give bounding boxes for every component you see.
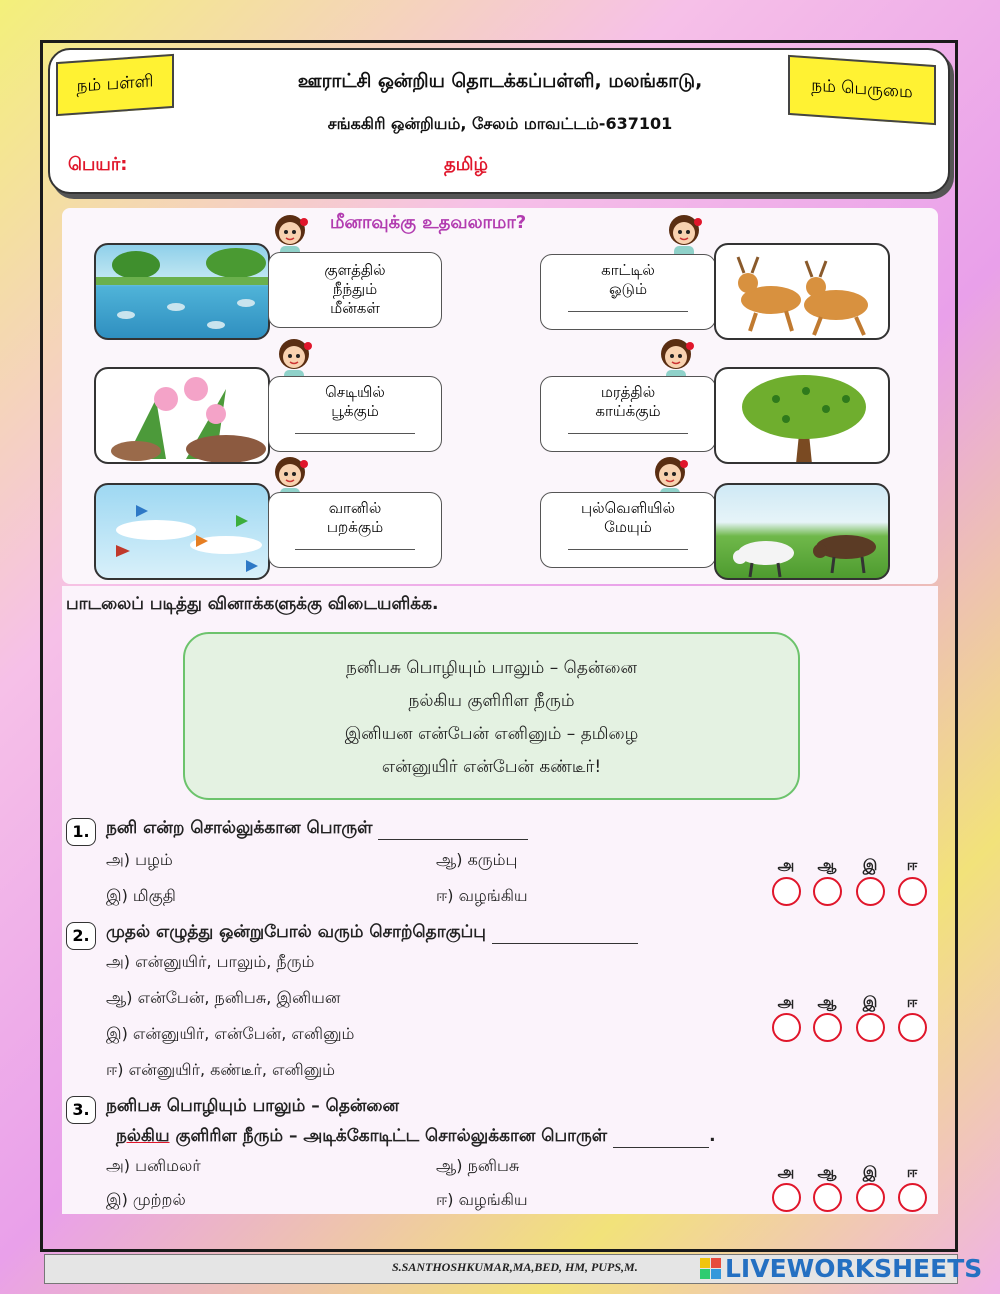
ribbon-our-pride: நம் பெருமை <box>788 55 936 125</box>
ribbon-our-school: நம் பள்ளி <box>56 54 174 116</box>
phrase-line: மேயும் <box>604 518 652 536</box>
girl-icon <box>660 208 708 260</box>
option: ஈ) வழங்கிய <box>436 1190 528 1209</box>
choice-header: ஈ <box>906 993 918 1011</box>
question-number: 3. <box>66 1096 96 1124</box>
choice-circle-aa[interactable] <box>813 1183 842 1212</box>
phrase-line: பூக்கும் <box>331 402 379 420</box>
phrase-line: காய்க்கும் <box>595 402 661 420</box>
option: ஆ) என்பேன், நனிபசு, இனியன <box>106 988 341 1007</box>
poem-line: என்னுயிர் என்பேன் கண்டீர்! <box>381 757 602 777</box>
instruction: பாடலைப் படித்து வினாக்களுக்கு விடையளிக்க. <box>66 594 439 614</box>
option: ஈ) வழங்கிய <box>436 886 528 905</box>
choice-circle-ii[interactable] <box>898 877 927 906</box>
birds-image <box>94 483 270 580</box>
choice-circle-aa[interactable] <box>813 877 842 906</box>
fruit-tree-image <box>714 367 890 464</box>
option: இ) முற்றல் <box>106 1190 186 1209</box>
liveworksheets-logo <box>700 1254 982 1283</box>
choice-header: அ <box>777 993 795 1011</box>
answer-line <box>568 305 688 312</box>
choice-header: ஈ <box>906 856 918 874</box>
answer-line <box>568 543 688 550</box>
option: ஆ) நனிபசு <box>436 1156 520 1175</box>
answer-line <box>568 427 688 434</box>
question-text-line2: நல்கிய குளிரிள நீரும் – அடிக்கோடிட்ட சொல்லுக்கான பொருள் . <box>116 1126 716 1146</box>
phrase-line: காட்டில் <box>601 261 655 279</box>
choice-circle-a[interactable] <box>772 1183 801 1212</box>
deer-image <box>714 243 890 340</box>
choice-circle-aa[interactable] <box>813 1013 842 1042</box>
choice-header: ஈ <box>906 1163 918 1181</box>
question-text: நனிபசு பொழியும் பாலும் – தென்னை <box>106 1096 400 1116</box>
choice-header: இ <box>862 1163 878 1181</box>
liveworksheets-icon <box>700 1258 721 1279</box>
choice-circle-a[interactable] <box>772 877 801 906</box>
answer-box-sky[interactable] <box>268 492 442 568</box>
answer-line <box>295 543 415 550</box>
answer-blank <box>492 943 638 944</box>
choice-circle-ii[interactable] <box>898 1013 927 1042</box>
poem-box <box>183 632 800 800</box>
question-text: முதல் எழுத்து ஒன்றுபோல் வரும் சொற்தொகுப்பு <box>106 922 638 944</box>
choice-header: ஆ <box>817 856 837 874</box>
school-name: ஊராட்சி ஒன்றிய தொடக்கப்பள்ளி, மலங்காடு, <box>297 70 703 92</box>
option: ஈ) என்னுயிர், கண்டீர், எனினும் <box>106 1060 336 1079</box>
flower-plant-image <box>94 367 270 464</box>
brand-name: LIVEWORKSHEETS <box>725 1254 983 1283</box>
question-number: 1. <box>66 818 96 846</box>
answer-blank <box>613 1147 709 1148</box>
question-text: நனி என்ற சொல்லுக்கான பொருள் <box>106 818 528 840</box>
question-number: 2. <box>66 922 96 950</box>
choice-header: இ <box>862 856 878 874</box>
option: அ) என்னுயிர், பாலும், நீரும் <box>106 952 315 971</box>
fish-pond-image <box>94 243 270 340</box>
poem-line: இனியன என்பேன் எனினும் – தமிழை <box>344 724 639 744</box>
phrase-line: நீந்தும் <box>332 280 378 298</box>
answer-blank <box>378 839 528 840</box>
answer-box-meadow[interactable] <box>540 492 716 568</box>
phrase-line: மீன்கள் <box>330 299 380 317</box>
choice-circle-i[interactable] <box>856 877 885 906</box>
choice-header: ஆ <box>817 993 837 1011</box>
option: இ) மிகுதி <box>106 886 176 905</box>
option: அ) பழம் <box>106 850 173 869</box>
choice-circle-i[interactable] <box>856 1013 885 1042</box>
phrase-line: வானில் <box>328 499 382 517</box>
choice-header: ஆ <box>817 1163 837 1181</box>
choice-circle-a[interactable] <box>772 1013 801 1042</box>
choice-header: அ <box>777 856 795 874</box>
author-credit: S.SANTHOSHKUMAR,MA,BED, HM, PUPS,M. <box>392 1260 638 1274</box>
subject-label: தமிழ் <box>444 154 488 175</box>
school-address: சங்ககிரி ஒன்றியம், சேலம் மாவட்டம்-637101 <box>327 114 673 133</box>
answer-box-plant[interactable] <box>268 376 442 452</box>
phrase-line: ஓடும் <box>608 280 648 298</box>
choice-circle-i[interactable] <box>856 1183 885 1212</box>
answer-box-forest[interactable] <box>540 254 716 330</box>
phrase-line: செடியில் <box>325 383 385 401</box>
choice-header: அ <box>777 1163 795 1181</box>
answer-line <box>295 427 415 434</box>
answer-box-tree[interactable] <box>540 376 716 452</box>
poem-line: நல்கிய குளிரிள நீரும் <box>408 691 575 711</box>
phrase-line: மரத்தில் <box>600 383 656 401</box>
option: அ) பனிமலர் <box>106 1156 201 1175</box>
choice-circle-ii[interactable] <box>898 1183 927 1212</box>
underlined-word: நல்கிய <box>116 1126 170 1146</box>
option: இ) என்னுயிர், என்பேன், எனினும் <box>106 1024 355 1043</box>
phrase-line: குளத்தில் <box>324 261 386 279</box>
poem-line: நனிபசு பொழியும் பாலும் – தென்னை <box>346 658 637 678</box>
activity-title: மீனாவுக்கு உதவலாமா? <box>330 212 527 233</box>
grazing-goats-image <box>714 483 890 580</box>
answer-box-pond[interactable] <box>268 252 442 328</box>
choice-header: இ <box>862 993 878 1011</box>
phrase-line: பறக்கும் <box>326 518 384 536</box>
option: ஆ) கரும்பு <box>436 850 518 869</box>
name-label: பெயர்: <box>68 154 128 175</box>
phrase-line: புல்வெளியில் <box>580 499 676 517</box>
